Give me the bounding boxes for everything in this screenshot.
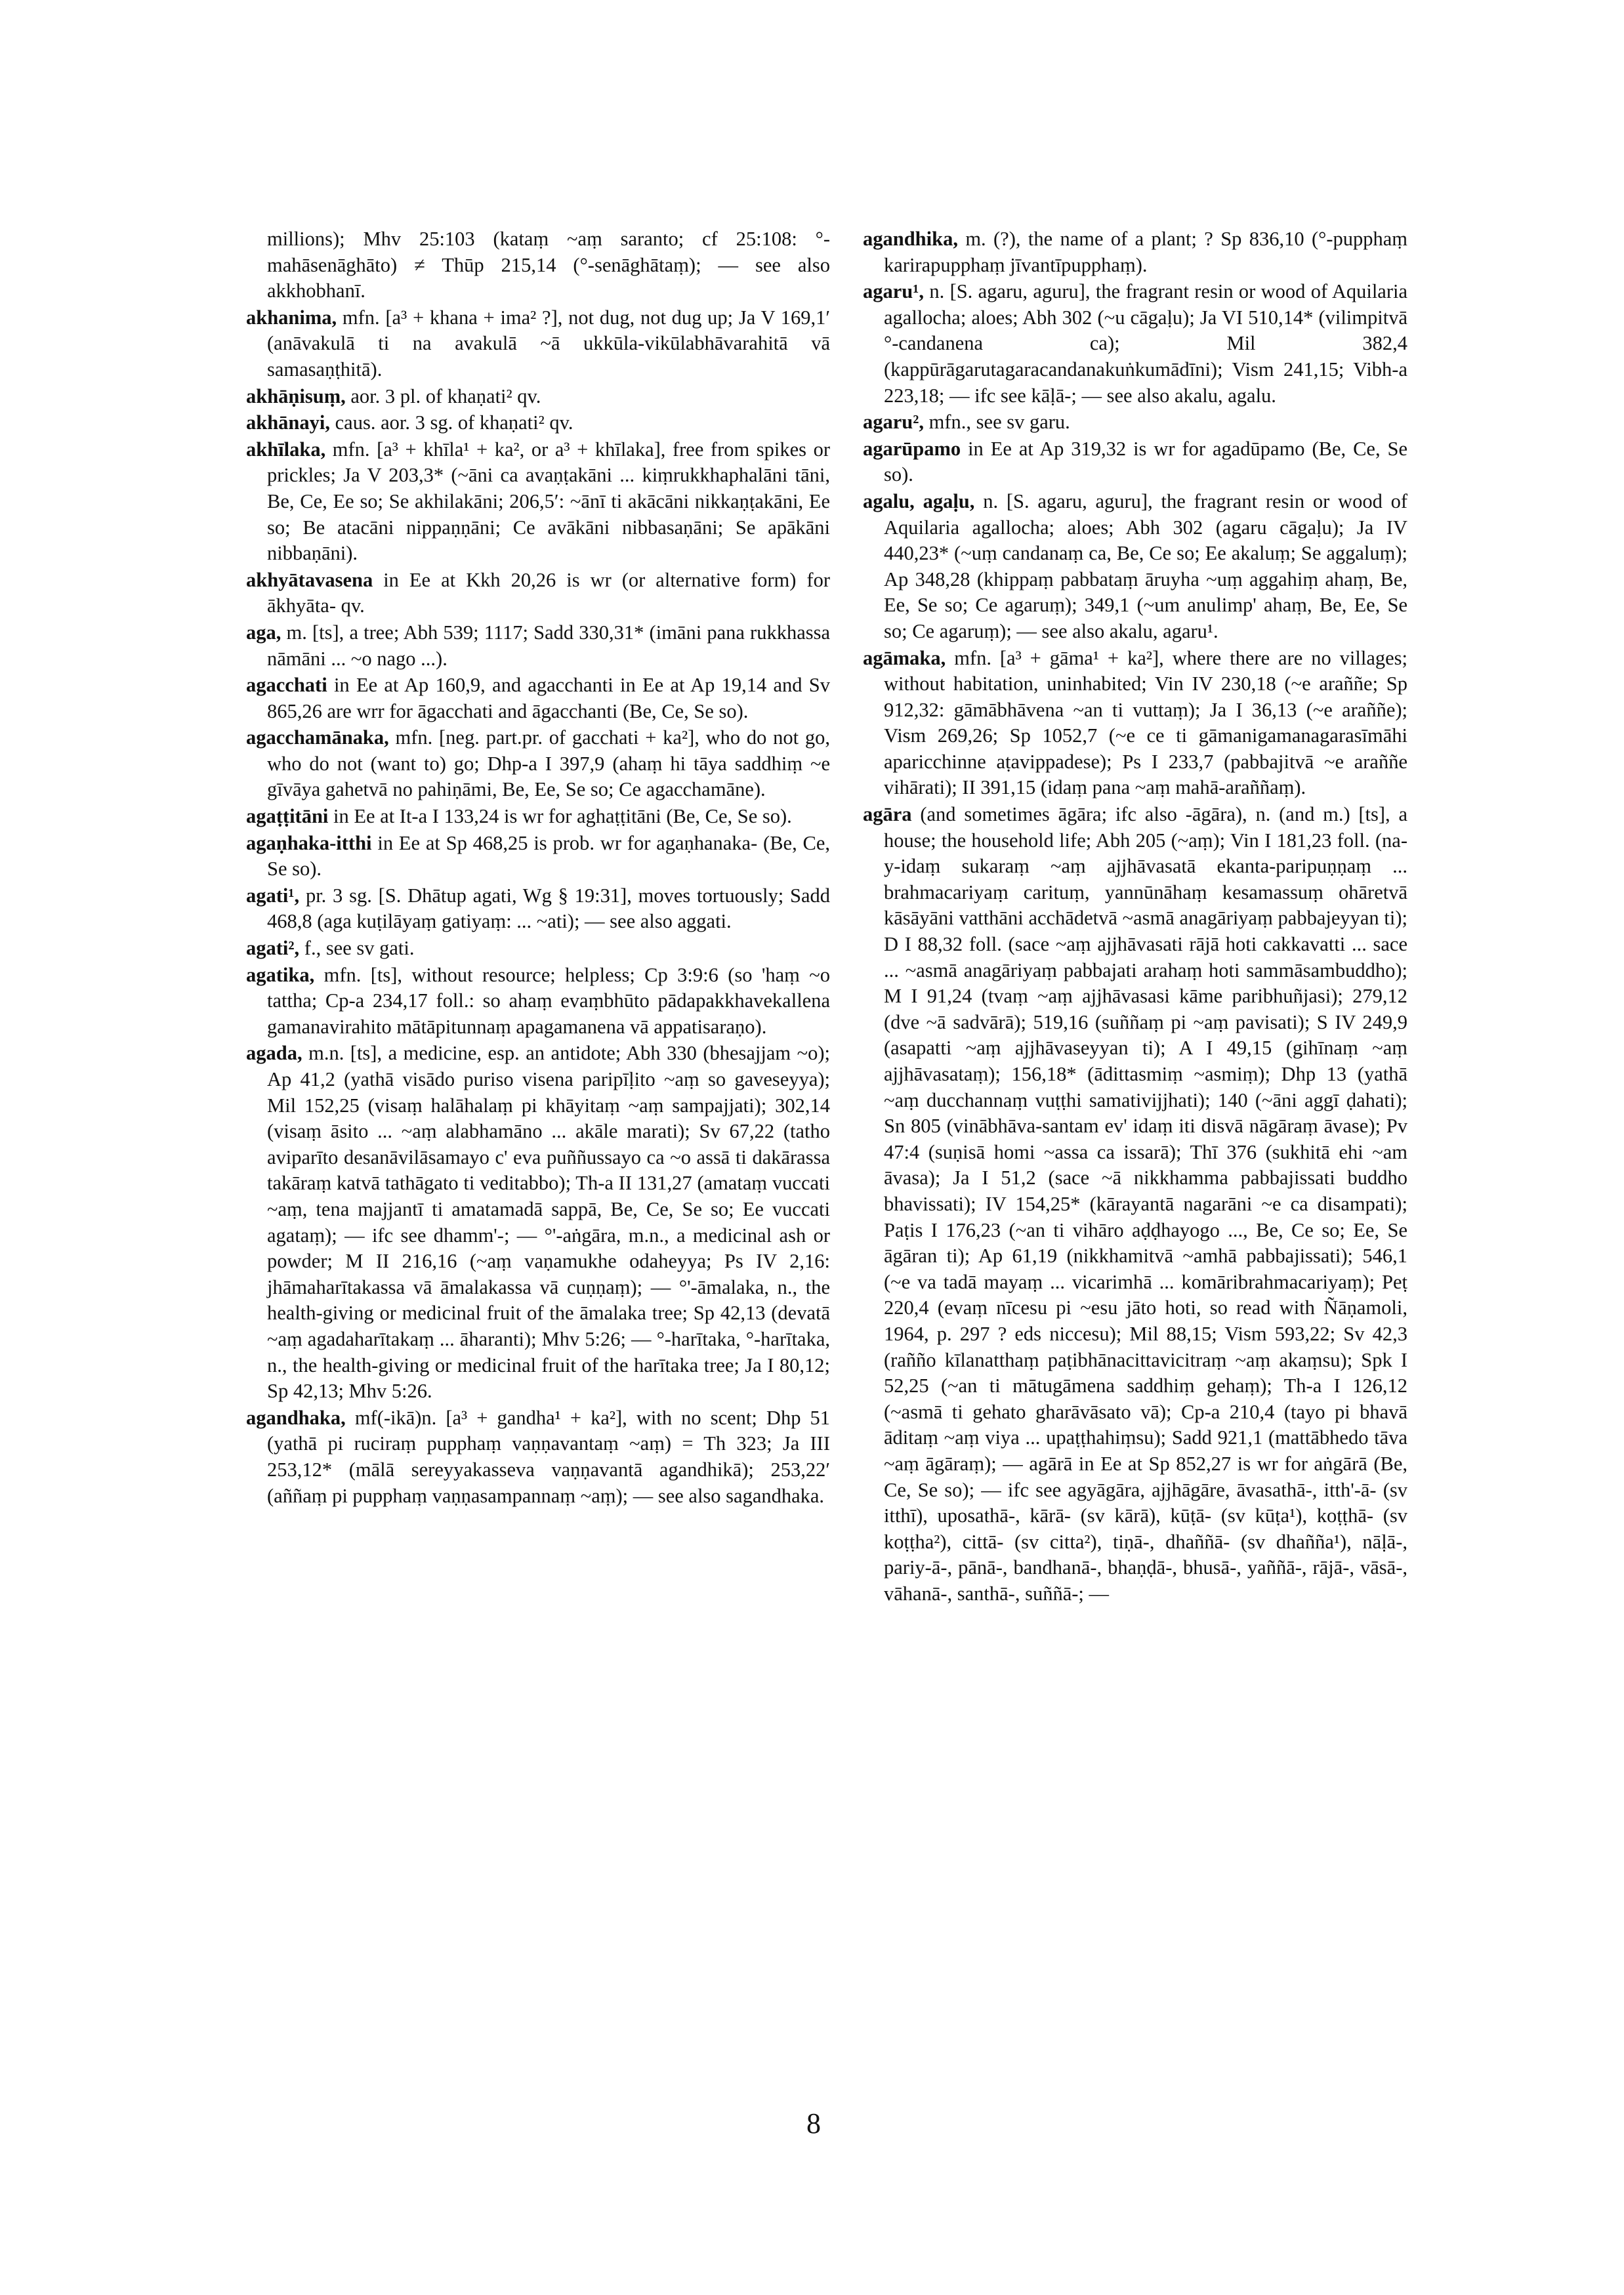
dictionary-entry: [246, 384, 830, 410]
entry-headword: agati²,: [246, 937, 300, 960]
entry-headword: agaru²,: [863, 411, 925, 434]
entry-text: in Ee at Ap 160,9, and agacchanti in Ee at Ap 19,14 and Sv 865,26 are wrr for āgacchati and āgacchanti (Be, Ce, Se so).: [267, 674, 831, 722]
dictionary-entry: [246, 831, 830, 882]
dictionary-entry: [246, 1041, 830, 1404]
entry-headword: agalu, agaḷu,: [863, 489, 975, 512]
entry-headword: akhāṇisuṃ,: [246, 384, 346, 407]
entry-headword: agāmaka,: [863, 646, 946, 669]
entry-text: m. (?), the name of a plant; ? Sp 836,10 (°-pupphaṃ karirapupphaṃ jīvantīpupphaṃ).: [884, 228, 1408, 276]
entry-text: (and sometimes āgāra; ifc also -āgāra), n. (and m.) [ts], a house; the household life; Abh 205 (~aṃ); Vin I 181,23 foll. (na-y-idaṃ sukaraṃ ~aṃ ajjhāvasatā ekanta-paripuṇṇaṃ ... brahmacariyaṃ carituṃ, yannūnāhaṃ kesamassuṃ ohāretvā kāsāyāni vatthāni acchādetvā ~asmā anagāriyaṃ pabbajeyyan ti); D I 88,32 foll. (sace ~aṃ ajjhāvasati rājā hoti cakkavatti ... sace ... ~asmā anagāriyaṃ pabbajati arahaṃ hoti sammāsambuddho); M I 91,24 (tvaṃ ~aṃ ajjhāvasasi kāme paribhuñjasi); 279,12 (dve ~ā sadvārā); 519,16 (suññaṃ pi ~aṃ pavisati); S IV 249,9 (asapatti ~aṃ ajjhāvaseyyan ti); A I 49,15 (gihīnaṃ ~aṃ ajjhāvasataṃ); 156,18* (ādittasmiṃ ~asmiṃ); Dhp 13 (yathā ~aṃ ducchannaṃ vuṭṭhi samativijjhati); 140 (~āni aggī ḍahati); Sn 805 (vinābhāva-santam ev' idaṃ iti disvā nāgāraṃ āvase); Pv 47:4 (suṇisā homi ~assa ca issarā); Thī 376 (sukhitā ehi ~am āvasa); Ja I 51,2 (sace ~ā nikkhamma pabbajissati buddho bhavissati); IV 154,25* (kārayantā nagarāni ~e ca disampati); Paṭis I 176,23 (~an ti vihāro aḍḍhayogo ..., Be, Ce so; Ee, Se āgāran ti); Ap 61,19 (nikkhamitvā ~amhā pabbajissati); 546,1 (~e va tadā mayaṃ ... vicarimhā ... komāribrahmacariyaṃ); Peṭ 220,4 (evaṃ nīcesu pi ~esu jāto hoti, so read with Ñāṇamoli, 1964, p. 297 ? eds niccesu); Mil 88,15; Vism 593,22; Sv 42,3 (rañño kīlanatthaṃ paṭibhānacittavicitraṃ ~aṃ akaṃsu); Spk I 52,25 (~an ti mātugāmena saddhiṃ gehaṃ); Th-a I 126,12 (~asmā ti gehato gharāvāsato vā); Cp-a 210,4 (tayo pi bhavā āditaṃ ~aṃ viya ... upaṭṭhahiṃsu); Sadd 921,1 (mattābhedo tāva ~aṃ āgāraṃ); — agārā in Ee at Sp 852,27 is wr for aṅgārā (Be, Ce, Se so); — ifc see agyāgāra, ajjhāgāre, āvasathā-, itth'-ā- (sv itthī), uposathā-, kārā- (sv kārā), kūṭā- (sv kūṭa¹), koṭṭhā- (sv koṭṭha²), cittā- (sv citta²), tiṇā-, dhaññā- (sv dhañña¹), nāḷā-, pariy-ā-, pānā-, bandhanā-, bhaṇḍā-, bhusā-, yaññā-, rājā-, vāsā-, vāhanā-, santhā-, suññā-; —: [884, 803, 1408, 1605]
entry-headword: akhyātavasena: [246, 568, 373, 591]
entry-headword: akhānayi,: [246, 411, 330, 434]
dictionary-entry: [863, 409, 1407, 436]
dictionary-entry: [246, 620, 830, 672]
entry-text: in Ee at It-a I 133,24 is wr for aghaṭṭitāni (Be, Ce, Se so).: [333, 805, 792, 828]
entry-text: millions); Mhv 25:103 (kataṃ ~aṃ saranto; cf 25:108: °-mahāsenāghāto) ≠ Thūp 215,14 (°-senāghātaṃ); — see also akkhobhanī.: [267, 228, 830, 302]
dictionary-entry: [246, 305, 830, 383]
entry-text: pr. 3 sg. [S. Dhātup agati, Wg § 19:31], moves tortuously; Sadd 468,8 (aga kuṭilāyaṃ gatiyaṃ: ... ~ati); — see also aggati.: [267, 884, 830, 933]
entry-text: n. [S. agaru, aguru], the fragrant resin or wood of Aquilaria agallocha; aloes; Abh 302 (~u cāgaḷu); Ja VI 510,14* (vilimpitvā °-candanena ca); Mil 382,4 (kappūrāgarutagaracandanakuṅkumādīni); Vism 241,15; Vibh-a 223,18; — ifc see kāḷā-; — see also akalu, agalu.: [884, 280, 1407, 407]
dictionary-entry: [246, 883, 830, 935]
entry-headword: akhanima,: [246, 306, 337, 329]
left-column: [246, 226, 830, 1510]
dictionary-entry: [863, 802, 1407, 1607]
entry-headword: agaṇhaka-itthi: [246, 831, 372, 854]
entry-headword: agacchamānaka,: [246, 726, 389, 749]
entry-text: in Ee at Kkh 20,26 is wr (or alternative form) for ākhyāta- qv.: [267, 568, 830, 617]
dictionary-entry: [246, 437, 830, 567]
entry-text: n. [S. agaru, aguru], the fragrant resin or wood of Aquilaria agallocha; aloes; Abh 302 (agaru cāgaḷu); Ja IV 440,23* (~uṃ candanaṃ ca, Be, Ce so; Ee akaluṃ; Se aggaluṃ); Ap 348,28 (khippaṃ pabbataṃ āruyha ~uṃ aggahiṃ ahaṃ, Be, Ee, Se so; Ce agaruṃ); 349,1 (~um anulimp' ahaṃ, Be, Ee, Se so; Ce agaruṃ); — see also akalu, agaru¹.: [884, 489, 1408, 642]
entry-headword: agarūpamo: [863, 437, 961, 460]
dictionary-entry: [246, 936, 830, 962]
entry-text: mfn. [a³ + khīla¹ + ka², or a³ + khīlaka], free from spikes or prickles; Ja V 203,3* (~āni ca avaṇṭakāni ... kiṃrukkhaphalāni tāni, Be, Ce, Ee so; Se akhilakāni; 206,5′: ~ānī ti akācāni nikkaṇṭakāni, Ee so; Be atacāni nippaṇṇāni; Ce avākāni nibbasaṇāni; Se apākāni nibbaṇāni).: [267, 438, 831, 565]
entry-text: mfn. [a³ + gāma¹ + ka²], where there are no villages; without habitation, uninhabited; Vin IV 230,18 (~e araññe; Sp 912,32: gāmābhāvena ~an ti vuttaṃ); Ja I 36,13 (~e araññe); Vism 269,26; Sp 1052,7 (~e ce ti gāmanigamanagarasīmāhi aparicchinne aṭavippadese); Ps I 233,7 (pabbajitvā ~e araññe vihārati); II 391,15 (idaṃ pana ~aṃ mahā-araññaṃ).: [884, 646, 1407, 799]
dictionary-entry: [246, 568, 830, 619]
entry-text: mfn. [neg. part.pr. of gacchati + ka²], who do not go, who do not (want to) go; Dhp-a I 397,9 (ahaṃ hi tāya saddhiṃ ~e gīvāya gahetvā no pahiṇāmi, Be, Ee, Se so; Ce agacchamāne).: [267, 726, 830, 801]
entry-headword: agada,: [246, 1042, 302, 1065]
dictionary-entry: [863, 489, 1407, 645]
entry-headword: agacchati: [246, 674, 327, 697]
page-number: 8: [806, 2107, 821, 2140]
dictionary-entry: [246, 410, 830, 436]
entry-text: aor. 3 pl. of khaṇati² qv.: [350, 384, 541, 407]
entry-headword: agatika,: [246, 963, 315, 986]
entry-text: mfn. [a³ + khana + ima² ?], not dug, not dug up; Ja V 169,1′ (anāvakulā ti na avakulā ~ā ukkūla-vikūlabhāvarahitā vā samasaṇṭhitā).: [267, 306, 830, 381]
entry-headword: aga,: [246, 621, 281, 644]
dictionary-entry: [863, 226, 1407, 278]
entry-text: in Ee at Sp 468,25 is prob. wr for agaṇhanaka- (Be, Ce, Se so).: [267, 831, 831, 880]
dictionary-entry: [246, 804, 830, 830]
right-column: [863, 226, 1407, 1607]
dictionary-entry: [246, 725, 830, 803]
entry-headword: agandhaka,: [246, 1406, 346, 1429]
dictionary-entry: [246, 672, 830, 724]
entry-text: f., see sv gati.: [304, 937, 415, 960]
dictionary-entry: [863, 436, 1407, 488]
entry-headword: agāra: [863, 803, 912, 826]
entry-headword: agandhika,: [863, 228, 958, 250]
dictionary-entry: [863, 279, 1407, 409]
dictionary-entry: [246, 226, 830, 304]
entry-text: m.n. [ts], a medicine, esp. an antidote; Abh 330 (bhesajjam ~o); Ap 41,2 (yathā visādo puriso visena paripīḷito ~aṃ so gaveseyya); Mil 152,25 (visaṃ halāhalaṃ pi khāyitaṃ ~aṃ sampajjati); 302,14 (visaṃ āsito ... ~aṃ alabhamāno ... akāle marati); Sv 67,22 (tatho aviparīto desanāvilāsamayo c' eva puññussayo ca ~o assā ti dakārassa takāraṃ katvā tathāgato ti veditabbo); Th-a II 131,27 (amataṃ vuccati ~aṃ, tena majjantī ti amatamadā sappā, Be, Ce, Se so; Ee vuccati agataṃ); — ifc see dhamm'-; — °'-aṅgāra, m.n., a medicinal ash or powder; M II 216,16 (~aṃ vaṇamukhe odaheyya; Ps IV 2,16: jhāmaharītakassa vā āmalakassa vā cuṇṇaṃ); — °'-āmalaka, n., the health-giving or medicinal fruit of the āmalaka tree; Sp 42,13 (devatā ~aṃ agadaharītakaṃ ... āharanti); Mhv 5:26; — °-harītaka, °-harītaka, n., the health-giving or medicinal fruit of the harītaka tree; Ja I 80,12; Sp 42,13; Mhv 5:26.: [267, 1042, 831, 1403]
entry-text: mf(-ikā)n. [a³ + gandha¹ + ka²], with no scent; Dhp 51 (yathā pi ruciraṃ pupphaṃ vaṇṇavantaṃ ~aṃ) = Th 323; Ja III 253,12* (mālā sereyyakasseva vaṇṇavantā agandhikā); 253,22′ (aññaṃ pi pupphaṃ vaṇṇasampannaṃ ~aṃ); — see also sagandhaka.: [267, 1406, 831, 1507]
dictionary-entry: [863, 646, 1407, 802]
entry-text: caus. aor. 3 sg. of khaṇati² qv.: [335, 411, 573, 434]
entry-headword: agaru¹,: [863, 280, 925, 303]
entry-text: m. [ts], a tree; Abh 539; 1117; Sadd 330,31* (imāni pana rukkhassa nāmāni ... ~o nago ...).: [267, 621, 831, 670]
dictionary-entry: [246, 962, 830, 1041]
entry-text: mfn., see sv garu.: [928, 411, 1070, 434]
entry-text: mfn. [ts], without resource; helpless; Cp 3:9:6 (so 'haṃ ~o tattha; Cp-a 234,17 foll.: so ahaṃ evaṃbhūto pādapakkhavekallena gamanavirahito mātāpitunnaṃ apagamanena vā appatisaraṇo).: [267, 963, 830, 1038]
dictionary-entry: [246, 1405, 830, 1509]
entry-headword: agati¹,: [246, 884, 300, 907]
entry-headword: agaṭṭitāni: [246, 805, 329, 828]
entry-headword: akhīlaka,: [246, 438, 326, 461]
entry-text: in Ee at Ap 319,32 is wr for agadūpamo (Be, Ce, Se so).: [884, 437, 1408, 486]
